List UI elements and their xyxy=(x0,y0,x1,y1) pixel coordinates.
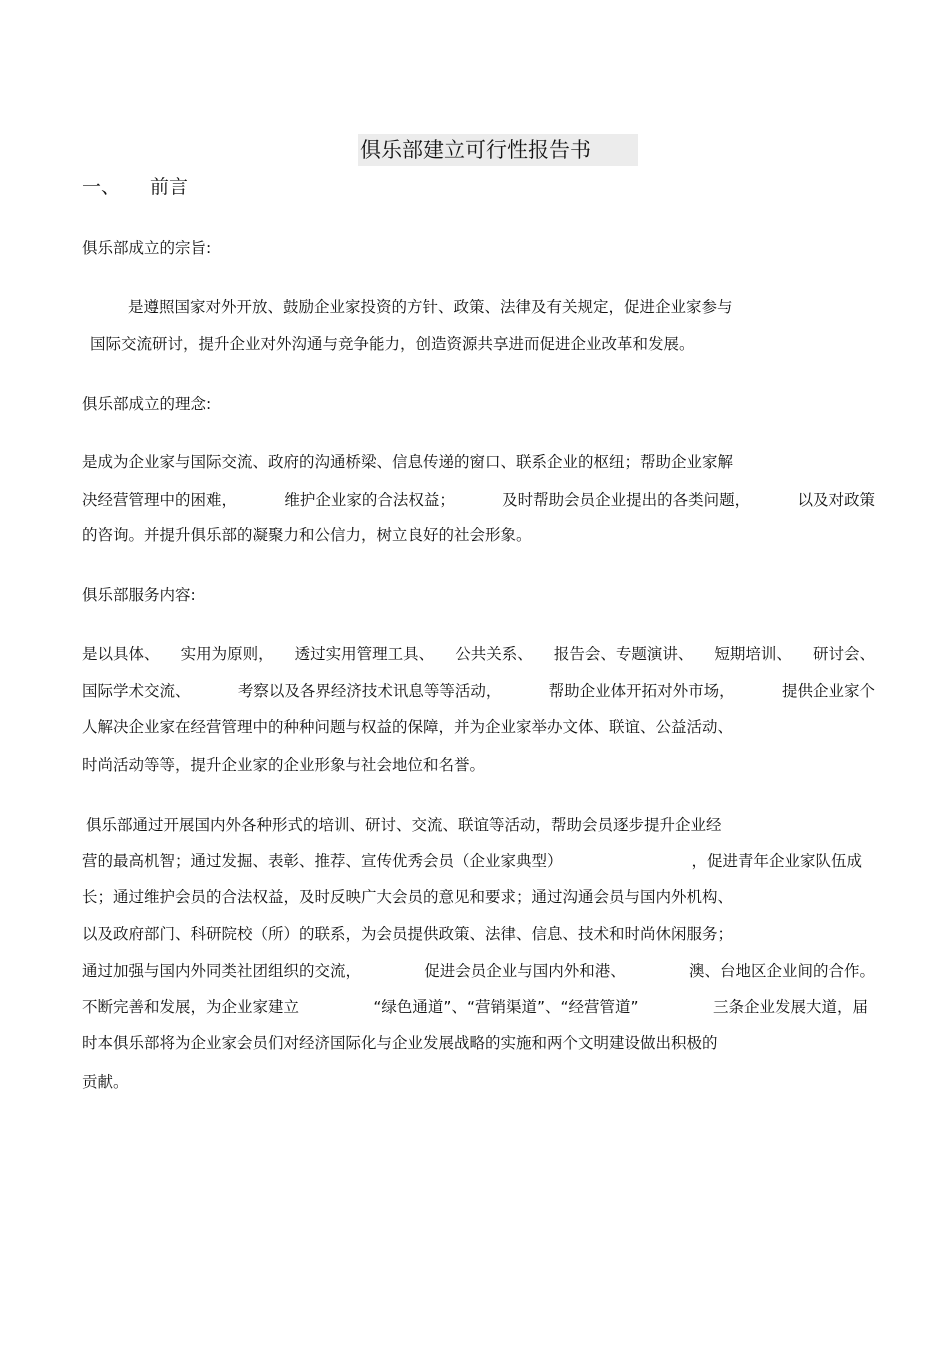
text-segment: 澳、台地区企业间的合作。 xyxy=(688,962,875,980)
activity-text-line xyxy=(82,960,875,982)
concept-text-line: 的咨询。并提升俱乐部的凝聚力和公信力，树立良好的社会形象。 xyxy=(82,526,532,544)
text-segment: 营的最高机智；通过发掘、表彰、推荐、宣传优秀会员（企业家典型） xyxy=(82,852,563,870)
text-segment: 考察以及各界经济技术讯息等等活动， xyxy=(237,682,502,700)
text-segment: ，促进青年企业家队伍成 xyxy=(691,852,862,870)
service-text-line: 人解决企业家在经营管理中的种种问题与权益的保障，并为企业家举办文体、联谊、公益活动、 xyxy=(82,718,734,736)
activity-text-line: 贡献。 xyxy=(82,1073,129,1091)
concept-heading: 俱乐部成立的理念: xyxy=(82,395,212,413)
text-segment: 国际学术交流、 xyxy=(82,682,191,700)
activity-text-line xyxy=(82,850,862,872)
activity-text-line: 时本俱乐部将为企业家会员们对经济国际化与企业发展战略的实施和两个文明建设做出积极的 xyxy=(82,1034,718,1052)
text-segment: 是以具体、 xyxy=(82,645,160,663)
text-segment: 提供企业家个 xyxy=(781,682,875,700)
section-number: 一、 xyxy=(82,176,121,198)
activity-text-line: 长；通过维护会员的合法权益，及时反映广大会员的意见和要求；通过沟通会员与国内外机构、 xyxy=(82,888,734,906)
section-label: 前言 xyxy=(150,176,189,198)
text-segment: 决经营管理中的困难， xyxy=(82,491,238,509)
service-text-line xyxy=(82,643,875,665)
text-segment: 及时帮助会员企业提出的各类问题， xyxy=(502,491,751,509)
text-segment: 以及对政策 xyxy=(797,491,875,509)
purpose-text-line: 国际交流研讨，提升企业对外沟通与竞争能力，创造资源共享进而促进企业改革和发展。 xyxy=(90,335,695,353)
service-heading: 俱乐部服务内容: xyxy=(82,586,196,604)
text-segment: 三条企业发展大道，届 xyxy=(712,998,868,1016)
text-segment: 短期培训、 xyxy=(714,645,792,663)
activity-text-line: 以及政府部门、科研院校（所）的联系，为会员提供政策、法律、信息、技术和时尚休闲服务； xyxy=(82,925,734,943)
text-segment: “绿色通道”、“营销渠道”、“经营管道” xyxy=(373,998,639,1016)
activity-text-line xyxy=(82,996,868,1018)
section-heading xyxy=(82,174,188,200)
service-text-line: 时尚活动等等，提升企业家的企业形象与社会地位和名誉。 xyxy=(82,756,486,774)
text-segment: 促进会员企业与国内外和港、 xyxy=(424,962,626,980)
purpose-heading: 俱乐部成立的宗旨: xyxy=(82,239,212,257)
text-segment: 维护企业家的合法权益； xyxy=(284,491,455,509)
service-text-line xyxy=(82,680,875,702)
text-segment: 帮助企业体开拓对外市场， xyxy=(548,682,735,700)
text-segment: 不断完善和发展，为企业家建立 xyxy=(82,998,300,1016)
activity-text-line: 俱乐部通过开展国内外各种形式的培训、研讨、交流、联谊等活动，帮助会员逐步提升企业经 xyxy=(86,816,722,834)
text-segment: 研讨会、 xyxy=(812,645,875,663)
text-segment: 报告会、专题演讲、 xyxy=(553,645,694,663)
text-segment: 公共关系、 xyxy=(455,645,533,663)
text-segment: 透过实用管理工具、 xyxy=(294,645,435,663)
text-segment: 实用为原则， xyxy=(180,645,274,663)
purpose-text-line: 是遵照国家对外开放、鼓励企业家投资的方针、政策、法律及有关规定，促进企业家参与 xyxy=(128,298,733,316)
document-title: 俱乐部建立可行性报告书 xyxy=(358,134,638,166)
concept-text-line xyxy=(82,489,875,511)
text-segment: 通过加强与国内外同类社团组织的交流， xyxy=(82,962,362,980)
concept-text-line: 是成为企业家与国际交流、政府的沟通桥梁、信息传递的窗口、联系企业的枢纽；帮助企业家解 xyxy=(82,453,734,471)
